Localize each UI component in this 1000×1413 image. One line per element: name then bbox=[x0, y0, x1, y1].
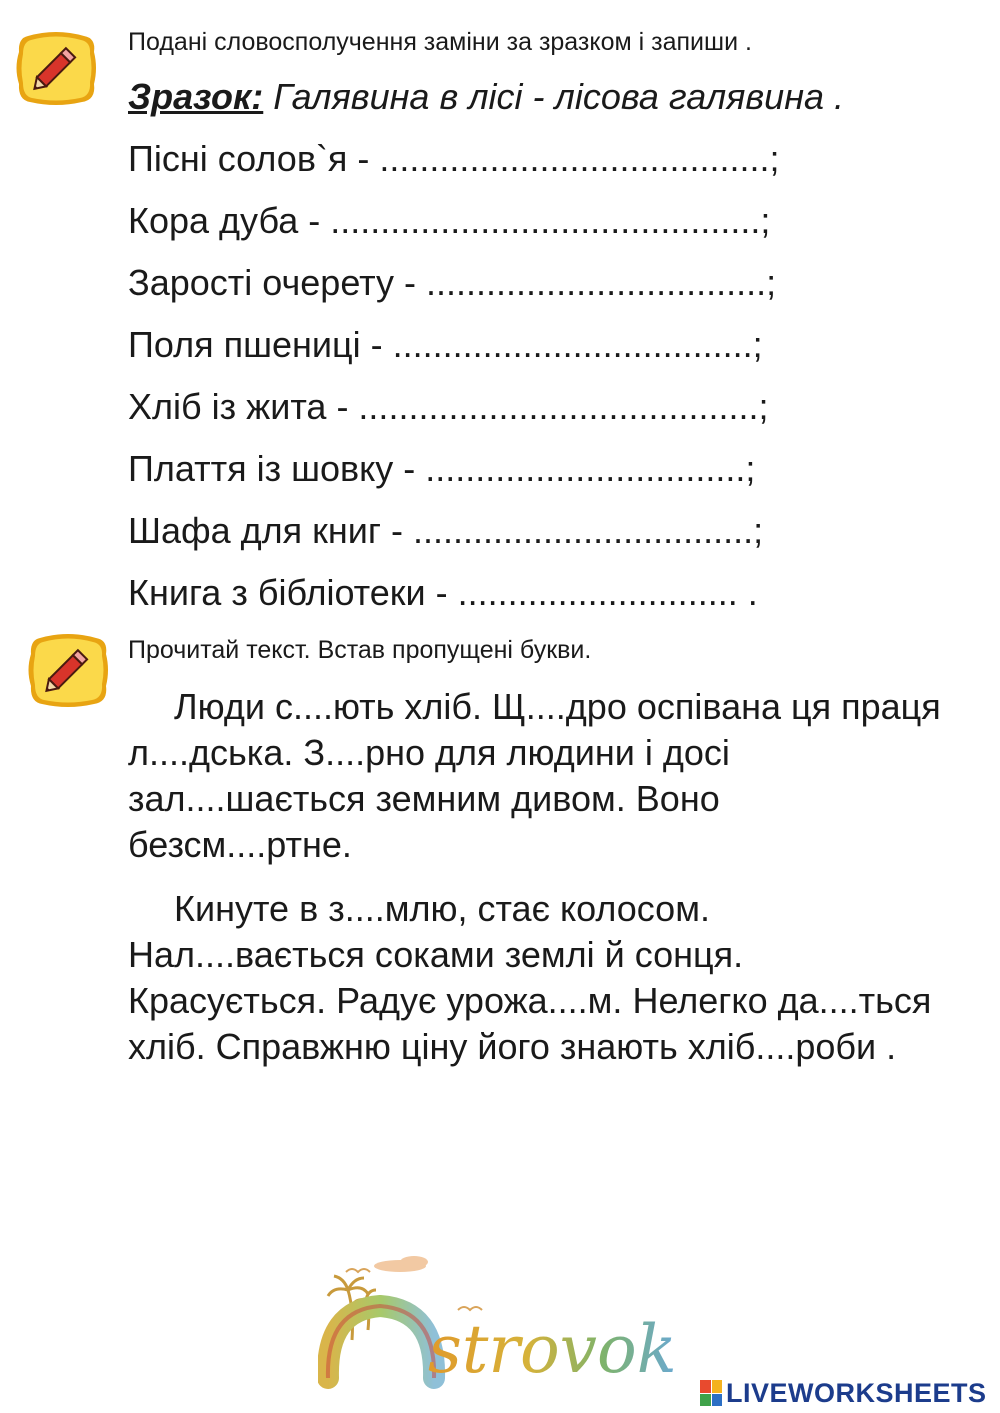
exercise-item-4: Поля пшениці - ....................................; bbox=[128, 324, 763, 365]
paragraph-2-text: Кинуте в з....млю, стає колосом. Нал....вається соками землі й сонця. Красується. Радує урожа....м. Нелегко да....ться хліб. Справжню ціну його знають хліб....роби . bbox=[128, 888, 932, 1067]
text-paragraph-1 bbox=[128, 684, 948, 868]
liveworksheets-icon bbox=[700, 1380, 722, 1406]
task2-instruction: Прочитай текст. Встав пропущені букви. bbox=[128, 636, 592, 664]
exercise-item-3: Зарості очерету - ..................................; bbox=[128, 262, 777, 303]
sample-label: Зразок: bbox=[128, 76, 264, 117]
paragraph-1-text: Люди с....ють хліб. Щ....дро оспівана ця праця л....дська. З....рно для людини і досі зал....шається земним дивом. Воно безсм....ртне. bbox=[128, 686, 941, 865]
liveworksheets-watermark bbox=[700, 1378, 987, 1408]
pencil-badge-icon bbox=[14, 28, 98, 108]
exercise-item-6: Плаття із шовку - ................................; bbox=[128, 448, 756, 489]
sample-line bbox=[128, 76, 844, 118]
task1-instruction: Подані словосполучення заміни за зразком і запиши . bbox=[128, 28, 752, 56]
text-paragraph-2 bbox=[128, 886, 948, 1070]
ostrovok-logo bbox=[318, 1250, 758, 1390]
exercise-item-7: Шафа для книг - ..................................; bbox=[128, 510, 764, 551]
exercise-item-8: Книга з бібліотеки - ............................ . bbox=[128, 572, 758, 613]
sample-text: Галявина в лісі - лісова галявина . bbox=[263, 76, 845, 117]
exercise-item-5: Хліб із жита - ........................................; bbox=[128, 386, 769, 427]
watermark-text: LIVEWORKSHEETS bbox=[726, 1377, 987, 1408]
brand-text: strovok bbox=[428, 1311, 677, 1388]
exercise-item-2: Кора дуба - ...........................................; bbox=[128, 200, 771, 241]
pencil-badge-icon bbox=[26, 630, 110, 710]
exercise-item-1: Пісні солов`я - .......................................; bbox=[128, 138, 780, 179]
